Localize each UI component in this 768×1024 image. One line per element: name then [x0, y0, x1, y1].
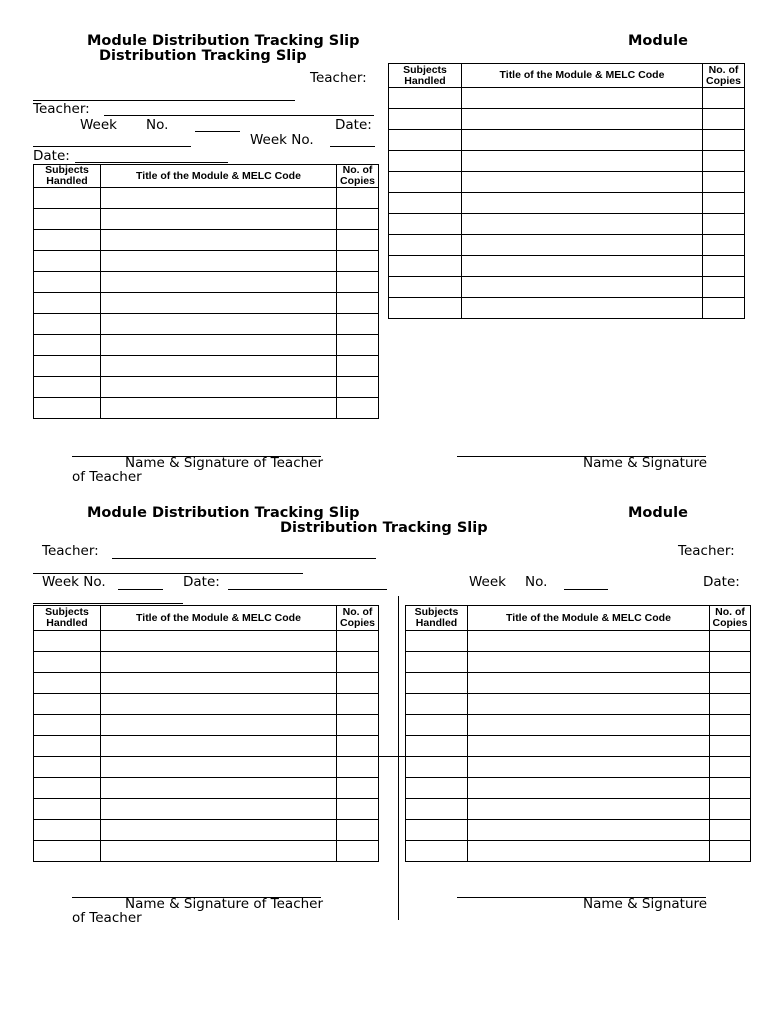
table-cell[interactable] [34, 715, 101, 736]
no-label: No. [146, 117, 169, 133]
table-cell[interactable] [34, 757, 101, 778]
table-cell[interactable] [101, 251, 337, 272]
header-copies: No. of Copies [337, 165, 379, 188]
table-cell[interactable] [703, 214, 745, 235]
table-cell[interactable] [101, 631, 337, 652]
signature-label-cont: of Teacher [72, 469, 142, 485]
date-field-line [228, 589, 387, 590]
table-row [34, 757, 379, 778]
table-row [34, 736, 379, 757]
table-cell[interactable] [389, 172, 462, 193]
table-cell[interactable] [703, 235, 745, 256]
table-cell[interactable] [337, 398, 379, 419]
signature-label: Name & Signature of Teacher [125, 896, 324, 912]
table-cell[interactable] [468, 673, 710, 694]
table-row [34, 188, 379, 209]
table-cell[interactable] [101, 841, 337, 862]
table-row [406, 736, 751, 757]
table-row [406, 715, 751, 736]
table-cell[interactable] [34, 820, 101, 841]
table-cell[interactable] [101, 209, 337, 230]
table-cell[interactable] [101, 757, 337, 778]
table-row [406, 757, 751, 778]
week-field-line-right [564, 589, 608, 590]
teacher-label-right: Teacher: [678, 543, 735, 559]
header-copies: No. of Copies [703, 64, 745, 88]
date-label: Date: [33, 148, 70, 164]
table-row [406, 631, 751, 652]
table-row [34, 820, 379, 841]
table-cell[interactable] [710, 652, 751, 673]
table-cell[interactable] [468, 652, 710, 673]
table-cell[interactable] [710, 631, 751, 652]
table-row [389, 214, 745, 235]
table-cell[interactable] [101, 230, 337, 251]
table-cell[interactable] [337, 757, 379, 778]
table-cell[interactable] [34, 272, 101, 293]
header-subjects: Subjects Handled [34, 165, 101, 188]
week-field-line [195, 131, 240, 132]
table-cell[interactable] [389, 88, 462, 109]
table-row [389, 277, 745, 298]
teacher-field-line [104, 115, 374, 116]
table-cell[interactable] [468, 778, 710, 799]
table-cell[interactable] [337, 673, 379, 694]
table-cell[interactable] [406, 841, 468, 862]
table-cell[interactable] [468, 820, 710, 841]
slip-title-cont: Distribution Tracking Slip [99, 48, 307, 64]
table-cell[interactable] [34, 652, 101, 673]
table-cell[interactable] [337, 335, 379, 356]
week-no-field-line [118, 589, 163, 590]
date-label: Date: [183, 574, 220, 590]
table-row [34, 398, 379, 419]
table-cell[interactable] [34, 398, 101, 419]
table-cell[interactable] [703, 277, 745, 298]
table-cell[interactable] [337, 652, 379, 673]
header-subjects: Subjects Handled [406, 606, 468, 631]
table-cell[interactable] [337, 209, 379, 230]
table-cell[interactable] [101, 188, 337, 209]
table-row [34, 356, 379, 377]
module-table-top-right [388, 63, 745, 319]
center-divider [398, 596, 399, 920]
table-row [406, 673, 751, 694]
table-row [406, 841, 751, 862]
date-line [33, 603, 183, 604]
table-cell[interactable] [468, 715, 710, 736]
table-cell[interactable] [337, 188, 379, 209]
table-row [389, 235, 745, 256]
table-cell[interactable] [337, 272, 379, 293]
table-cell[interactable] [406, 631, 468, 652]
table-cell[interactable] [406, 778, 468, 799]
table-cell[interactable] [34, 314, 101, 335]
signature-label-cont: of Teacher [72, 910, 142, 926]
table-cell[interactable] [710, 799, 751, 820]
table-cell[interactable] [468, 757, 710, 778]
table-cell[interactable] [462, 193, 703, 214]
week-no-label: Week No. [42, 574, 106, 590]
table-cell[interactable] [710, 820, 751, 841]
module-table-top-left [33, 164, 379, 419]
table-row [389, 88, 745, 109]
table-cell[interactable] [468, 736, 710, 757]
signature-label: Name & Signature of Teacher [125, 455, 324, 471]
table-cell[interactable] [34, 778, 101, 799]
table-row [406, 694, 751, 715]
signature-label-right: Name & Signature [583, 896, 708, 912]
table-cell[interactable] [406, 820, 468, 841]
table-row [406, 820, 751, 841]
table-cell[interactable] [468, 694, 710, 715]
header-title: Title of the Module & MELC Code [468, 606, 710, 631]
table-cell[interactable] [462, 298, 703, 319]
table-cell[interactable] [337, 694, 379, 715]
table-cell[interactable] [337, 356, 379, 377]
table-cell[interactable] [710, 673, 751, 694]
date-line [75, 162, 228, 163]
teacher-label: Teacher: [33, 101, 90, 117]
header-copies: No. of Copies [710, 606, 751, 631]
table-cell[interactable] [337, 799, 379, 820]
table-cell[interactable] [101, 736, 337, 757]
table-cell[interactable] [468, 841, 710, 862]
header-copies: No. of Copies [337, 606, 379, 631]
slip-title-cont: Distribution Tracking Slip [280, 520, 488, 536]
table-cell[interactable] [337, 841, 379, 862]
no-label-right: No. [525, 574, 548, 590]
table-cell[interactable] [389, 298, 462, 319]
table-row [406, 652, 751, 673]
teacher-label: Teacher: [42, 543, 99, 559]
week-label: Week [80, 117, 117, 133]
table-cell[interactable] [462, 214, 703, 235]
table-row [34, 272, 379, 293]
table-cell[interactable] [389, 214, 462, 235]
table-cell[interactable] [101, 820, 337, 841]
table-cell[interactable] [337, 230, 379, 251]
table-cell[interactable] [406, 652, 468, 673]
table-cell[interactable] [337, 820, 379, 841]
table-cell[interactable] [101, 673, 337, 694]
table-cell[interactable] [101, 715, 337, 736]
table-cell[interactable] [703, 109, 745, 130]
table-cell[interactable] [101, 398, 337, 419]
table-cell[interactable] [34, 377, 101, 398]
table-cell[interactable] [34, 673, 101, 694]
table-cell[interactable] [710, 715, 751, 736]
table-cell[interactable] [468, 799, 710, 820]
table-cell[interactable] [337, 715, 379, 736]
table-cell[interactable] [406, 715, 468, 736]
table-cell[interactable] [703, 88, 745, 109]
table-cell[interactable] [710, 778, 751, 799]
table-cell[interactable] [34, 841, 101, 862]
table-row [34, 673, 379, 694]
header-title: Title of the Module & MELC Code [101, 606, 337, 631]
table-row [34, 293, 379, 314]
table-cell[interactable] [34, 799, 101, 820]
table-cell[interactable] [34, 631, 101, 652]
table-row [389, 193, 745, 214]
table-cell[interactable] [703, 298, 745, 319]
table-cell[interactable] [710, 736, 751, 757]
table-row [389, 172, 745, 193]
table-cell[interactable] [101, 335, 337, 356]
table-cell[interactable] [462, 256, 703, 277]
date-field-line [33, 146, 191, 147]
table-cell[interactable] [406, 736, 468, 757]
table-cell[interactable] [34, 736, 101, 757]
week-no-field-line [330, 146, 375, 147]
table-row [34, 799, 379, 820]
week-no-label: Week No. [250, 132, 314, 148]
table-cell[interactable] [337, 377, 379, 398]
table-cell[interactable] [34, 293, 101, 314]
table-row [34, 335, 379, 356]
header-title: Title of the Module & MELC Code [101, 165, 337, 188]
header-title: Title of the Module & MELC Code [462, 64, 703, 88]
table-cell[interactable] [406, 799, 468, 820]
table-row [34, 209, 379, 230]
table-cell[interactable] [389, 193, 462, 214]
table-cell[interactable] [34, 694, 101, 715]
table-row [34, 715, 379, 736]
table-cell[interactable] [34, 251, 101, 272]
table-cell[interactable] [337, 314, 379, 335]
table-cell[interactable] [101, 272, 337, 293]
table-cell[interactable] [34, 230, 101, 251]
table-row [34, 778, 379, 799]
date-label-right: Date: [335, 117, 372, 133]
table-cell[interactable] [468, 631, 710, 652]
slip-title-right: Module [628, 505, 688, 521]
table-cell[interactable] [710, 694, 751, 715]
week-label-right: Week [469, 574, 506, 590]
module-table-bottom-right [405, 605, 751, 862]
table-cell[interactable] [101, 293, 337, 314]
table-cell[interactable] [462, 235, 703, 256]
table-cell[interactable] [462, 151, 703, 172]
slip-title: Module Distribution Tracking Slip [87, 33, 360, 49]
table-cell[interactable] [101, 799, 337, 820]
table-cell[interactable] [703, 130, 745, 151]
table-row [389, 130, 745, 151]
table-cell[interactable] [406, 757, 468, 778]
table-row [34, 230, 379, 251]
table-row [34, 694, 379, 715]
table-cell[interactable] [389, 235, 462, 256]
table-row [389, 109, 745, 130]
table-cell[interactable] [34, 188, 101, 209]
table-cell[interactable] [337, 251, 379, 272]
table-row [34, 251, 379, 272]
table-cell[interactable] [337, 736, 379, 757]
table-cell[interactable] [101, 356, 337, 377]
table-cell[interactable] [34, 356, 101, 377]
table-cell[interactable] [389, 109, 462, 130]
table-cell[interactable] [101, 377, 337, 398]
date-label-right: Date: [703, 574, 740, 590]
table-cell[interactable] [389, 130, 462, 151]
table-row [389, 256, 745, 277]
table-cell[interactable] [703, 256, 745, 277]
table-row [406, 799, 751, 820]
table-cell[interactable] [101, 778, 337, 799]
table-row [389, 151, 745, 172]
table-row [34, 314, 379, 335]
slip-title: Module Distribution Tracking Slip [87, 505, 360, 521]
signature-label-right: Name & Signature [583, 455, 708, 471]
header-subjects: Subjects Handled [389, 64, 462, 88]
table-cell[interactable] [34, 209, 101, 230]
table-row [389, 298, 745, 319]
table-cell[interactable] [406, 694, 468, 715]
teacher-field-line [112, 558, 376, 559]
table-row [34, 377, 379, 398]
table-cell[interactable] [462, 277, 703, 298]
table-cell[interactable] [101, 314, 337, 335]
table-row [406, 778, 751, 799]
table-cell[interactable] [389, 277, 462, 298]
table-cell[interactable] [703, 193, 745, 214]
table-cell[interactable] [337, 293, 379, 314]
table-row [34, 631, 379, 652]
table-cell[interactable] [34, 335, 101, 356]
table-cell[interactable] [406, 673, 468, 694]
table-cell[interactable] [389, 151, 462, 172]
table-cell[interactable] [703, 151, 745, 172]
table-cell[interactable] [337, 778, 379, 799]
table-row [34, 652, 379, 673]
table-cell[interactable] [462, 130, 703, 151]
table-cell[interactable] [337, 631, 379, 652]
table-cell[interactable] [462, 88, 703, 109]
table-row [34, 841, 379, 862]
table-cell[interactable] [389, 256, 462, 277]
table-cell[interactable] [101, 694, 337, 715]
header-subjects: Subjects Handled [34, 606, 101, 631]
table-cell[interactable] [710, 757, 751, 778]
table-cell[interactable] [101, 652, 337, 673]
module-table-bottom-left [33, 605, 379, 862]
slip-title-right: Module [628, 33, 688, 49]
table-cell[interactable] [703, 172, 745, 193]
teacher-label-right: Teacher: [310, 70, 367, 86]
table-cell[interactable] [462, 109, 703, 130]
table-cell[interactable] [710, 841, 751, 862]
table-cell[interactable] [462, 172, 703, 193]
